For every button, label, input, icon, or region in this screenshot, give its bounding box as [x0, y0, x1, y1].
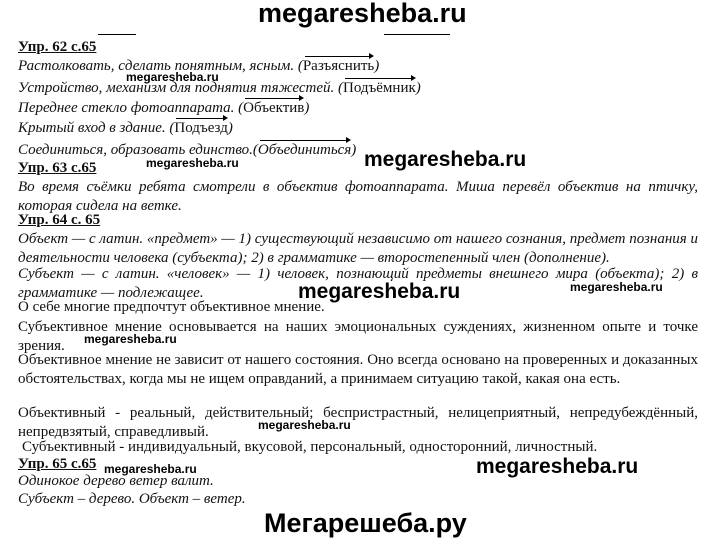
watermark-small-6: megaresheba.ru: [104, 462, 197, 476]
ex62-line-4: Крытый вход в здание. (Подъезд): [18, 120, 233, 136]
ex62-line-1-text: Растолковать, сделать понятным, ясным. (: [18, 58, 303, 74]
ex64-title: Упр. 64 с. 65: [18, 212, 101, 228]
ex64-p7: Субъективный - индивидуальный, вкусовой, персональный, односторонний, личностный.: [22, 439, 598, 455]
watermark-small-5: megaresheba.ru: [258, 418, 351, 432]
watermark-small-3: megaresheba.ru: [570, 280, 663, 294]
ex62-line-1-word: Разъяснить: [302, 58, 375, 74]
ex64-p3: О себе многие предпочтут объективное мнение.: [18, 299, 325, 315]
ex65-line-2: Субъект – дерево. Объект – ветер.: [18, 491, 246, 507]
top-rule-right: [384, 34, 450, 35]
ex64-p6: Объективный - реальный, действительный; беспристрастный, нелицеприятный, непредубеждённый, непредвзятый, справедливый.: [18, 405, 698, 440]
ex62-line-3: Переднее стекло фотоаппарата. (Объектив): [18, 100, 310, 116]
ex64-p1: Объект — с латин. «предмет» — 1) существующий независимо от нашего сознания, предмет познания и деятельности человека (субъекта); 2) в грамматике — второстепенный член (дополнение).: [18, 231, 698, 266]
ex62-line-4-word: Подъезд: [174, 120, 228, 136]
ex63-text: Во время съёмки ребята смотрели в объектив фотоаппарата. Миша перевёл объектив на птичку, которая сидела на ветке.: [18, 179, 698, 214]
ex62-line-5-word: Объединиться: [257, 142, 352, 158]
watermark-bottom: Мегарешеба.ру: [264, 508, 467, 538]
ex65-line-1: Одинокое дерево ветер валит.: [18, 473, 214, 489]
ex62-line-2: Устройство, механизм для поднятия тяжестей. (Подъёмник): [18, 80, 421, 96]
ex62-line-2-word: Подъёмник: [342, 80, 416, 96]
watermark-mid-1: megaresheba.ru: [364, 148, 527, 171]
ex62-line-5: Соединиться, образовать единство.(Объединиться): [18, 142, 357, 158]
ex64-p4: Субъективное мнение основывается на наших эмоциональных суждениях, жизненном опыте и точке зрения.: [18, 319, 698, 354]
watermark-mid-2: megaresheba.ru: [298, 280, 461, 303]
ex65-title: Упр. 65 с.65: [18, 456, 97, 472]
watermark-top: megaresheba.ru: [258, 0, 467, 28]
watermark-small-2: megaresheba.ru: [146, 156, 239, 170]
top-rule-left: [98, 34, 136, 35]
ex62-line-1: Растолковать, сделать понятным, ясным. (Разъяснить): [18, 58, 380, 74]
ex62-line-3-word: Объектив: [243, 100, 305, 116]
watermark-small-4: megaresheba.ru: [84, 332, 177, 346]
ex62-title: Упр. 62 с.65: [18, 39, 97, 55]
watermark-mid-3: megaresheba.ru: [476, 455, 639, 478]
ex64-p5: Объективное мнение не зависит от нашего состояния. Оно всегда основано на проверенных и доказанных обстоятельствах, когда мы не ищем оправданий, а принимаем ситуацию такой, какая она есть.: [18, 352, 698, 387]
watermark-small-1: megaresheba.ru: [126, 70, 219, 84]
ex63-title: Упр. 63 с.65: [18, 160, 97, 176]
ex64-p2: Субъект — с латин. «человек» — 1) человек, познающий предметы внешнего мира (объекта); 2) в грамматике — подлежащее.: [18, 266, 698, 301]
